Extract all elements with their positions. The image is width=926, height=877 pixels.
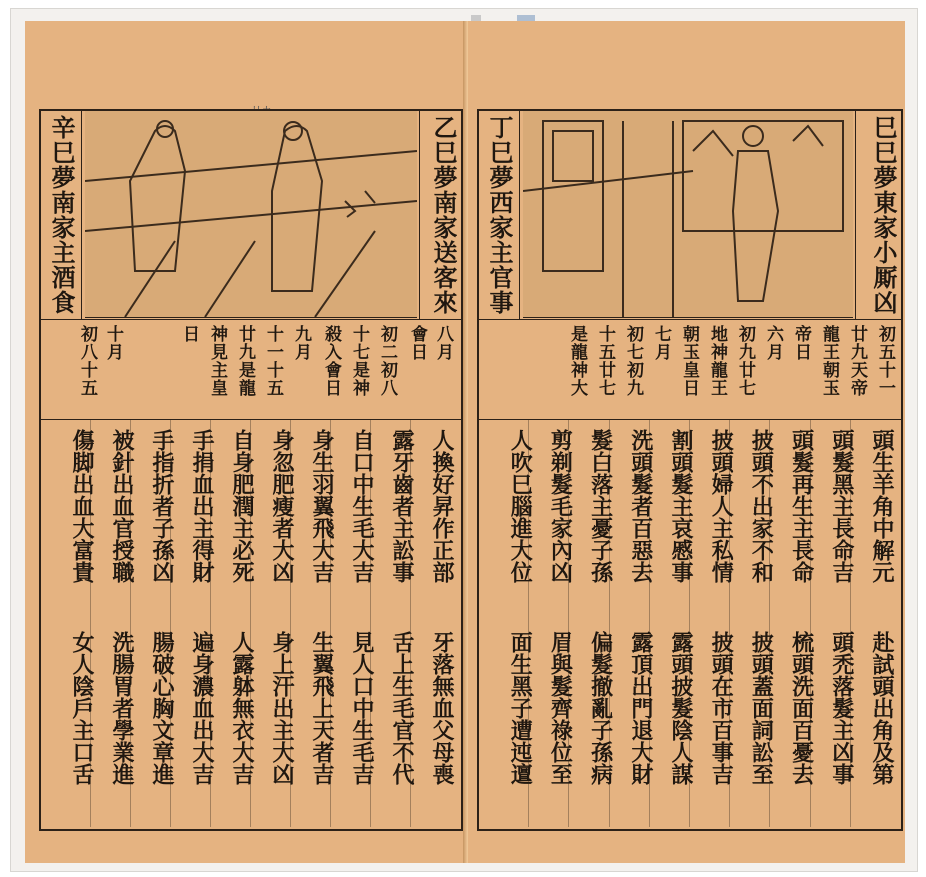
scene-servant-figure-icon: [523, 111, 853, 317]
text-column-lower: 披頭在市百事吉: [708, 631, 735, 785]
text-column-upper: 人換好昇作正部: [429, 429, 455, 583]
date-cell: 十一十五: [263, 325, 283, 397]
date-cell: 初八十五: [77, 325, 97, 397]
date-cell: 帝日: [791, 325, 811, 361]
text-column-upper: 割頭髮主哀慼事: [668, 429, 694, 583]
date-cell: 是龍神大: [567, 325, 587, 397]
left-print-board: [39, 109, 463, 831]
date-cell: 十七是神: [349, 325, 369, 397]
date-cell: 十五廿七: [595, 325, 615, 397]
text-column-lower: 梳頭洗面百憂去: [788, 631, 815, 785]
text-column-lower: 見人口中生毛吉: [349, 631, 375, 785]
left-page-left-heading: 辛巳夢南家主酒食: [47, 115, 76, 315]
text-column-upper: 露牙齒者主訟事: [389, 429, 415, 583]
date-cell: 廿九是龍: [235, 325, 255, 397]
date-cell: 廿九天帝: [847, 325, 867, 397]
text-column-upper: 披頭不出家不和: [748, 429, 775, 583]
viewer-frame: [10, 8, 918, 872]
text-column-lower: 舌上生毛官不代: [389, 631, 415, 785]
right-page-right-heading: 巳巳夢東家小厮凶: [869, 115, 898, 315]
text-column-upper: 手捐血出主得財: [189, 429, 215, 583]
text-column-upper: 頭髮再生主長命: [788, 429, 815, 583]
scene-two-figures-icon: [85, 111, 417, 317]
date-cell: 七月: [651, 325, 671, 361]
text-column-upper: 傷脚出血大富貴: [69, 429, 95, 583]
right-illustration: [523, 111, 853, 318]
text-column-upper: 人吹巳腦進大位: [507, 429, 534, 583]
date-cell: 六月: [763, 325, 783, 361]
date-cell: 初七初九: [623, 325, 643, 397]
left-illustration: [85, 111, 417, 318]
date-cell: 殺入會日: [321, 325, 341, 397]
right-print-board: [477, 109, 903, 831]
date-cell: 九月: [291, 325, 311, 361]
text-column-upper: 髮白落主憂子孫: [587, 429, 614, 583]
date-cell: 十月: [103, 325, 123, 361]
date-cell: 神見主皇: [207, 325, 227, 397]
text-column-upper: 身生羽翼飛大吉: [309, 429, 335, 583]
text-column-upper: 頭髮黑主長命吉: [828, 429, 855, 583]
text-column-upper: 被針出血官授職: [109, 429, 135, 583]
text-column-lower: 露頭披髮陰人謀: [668, 631, 694, 785]
text-column-upper: 手指折者子孫凶: [149, 429, 175, 583]
date-cell: 會日: [407, 325, 427, 361]
date-cell: 初五十一: [875, 325, 895, 397]
text-column-upper: 自口中生毛大吉: [349, 429, 375, 583]
date-cell: 八月: [433, 325, 453, 361]
text-column-lower: 面生黑子遭迍邅: [507, 631, 534, 785]
text-column-lower: 赴試頭出角及第: [869, 631, 895, 785]
right-page-left-heading: 丁巳夢西家主官事: [485, 115, 514, 315]
text-column-lower: 女人陰戶主口舌: [69, 631, 95, 785]
text-column-lower: 披頭蓋面詞訟至: [748, 631, 775, 785]
text-column-upper: 頭生羊角中解元: [869, 429, 895, 583]
text-column-lower: 身上汗出主大凶: [269, 631, 295, 785]
text-column-upper: 洗頭髮者百惡去: [627, 429, 654, 583]
text-column-upper: 披頭婦人主私情: [708, 429, 735, 583]
text-column-lower: 遍身濃血出大吉: [189, 631, 215, 785]
book-spread: [25, 21, 905, 863]
text-column-lower: 偏髮撤亂子孫病: [587, 631, 614, 785]
text-column-lower: 牙落無血父母喪: [429, 631, 455, 785]
date-cell: 初九廿七: [735, 325, 755, 397]
left-page: [25, 21, 468, 863]
date-cell: 朝玉皇日: [679, 325, 699, 397]
text-column-lower: 生翼飛上天者吉: [309, 631, 335, 785]
left-page-right-heading: 乙巳夢南家送客來: [429, 115, 458, 315]
text-column-upper: 身忽肥瘦者大凶: [269, 429, 295, 583]
text-column-lower: 腸破心胸文章進: [149, 631, 175, 785]
text-column-lower: 洗腸胃者學業進: [109, 631, 135, 785]
text-column-lower: 露頂出門退大財: [627, 631, 654, 785]
text-column-lower: 人露躰無衣大吉: [229, 631, 255, 785]
right-page: [468, 21, 905, 863]
date-cell: 地神龍王: [707, 325, 727, 397]
text-column-lower: 眉與髮齊祿位至: [547, 631, 574, 785]
date-cell: 日: [179, 325, 199, 343]
text-column-upper: 自身肥潤主必死: [229, 429, 255, 583]
date-cell: 龍王朝玉: [819, 325, 839, 397]
text-column-lower: 頭禿落髮主凶事: [828, 631, 855, 785]
date-cell: 初二初八: [377, 325, 397, 397]
text-column-upper: 剪剃髮毛家內凶: [547, 429, 574, 583]
